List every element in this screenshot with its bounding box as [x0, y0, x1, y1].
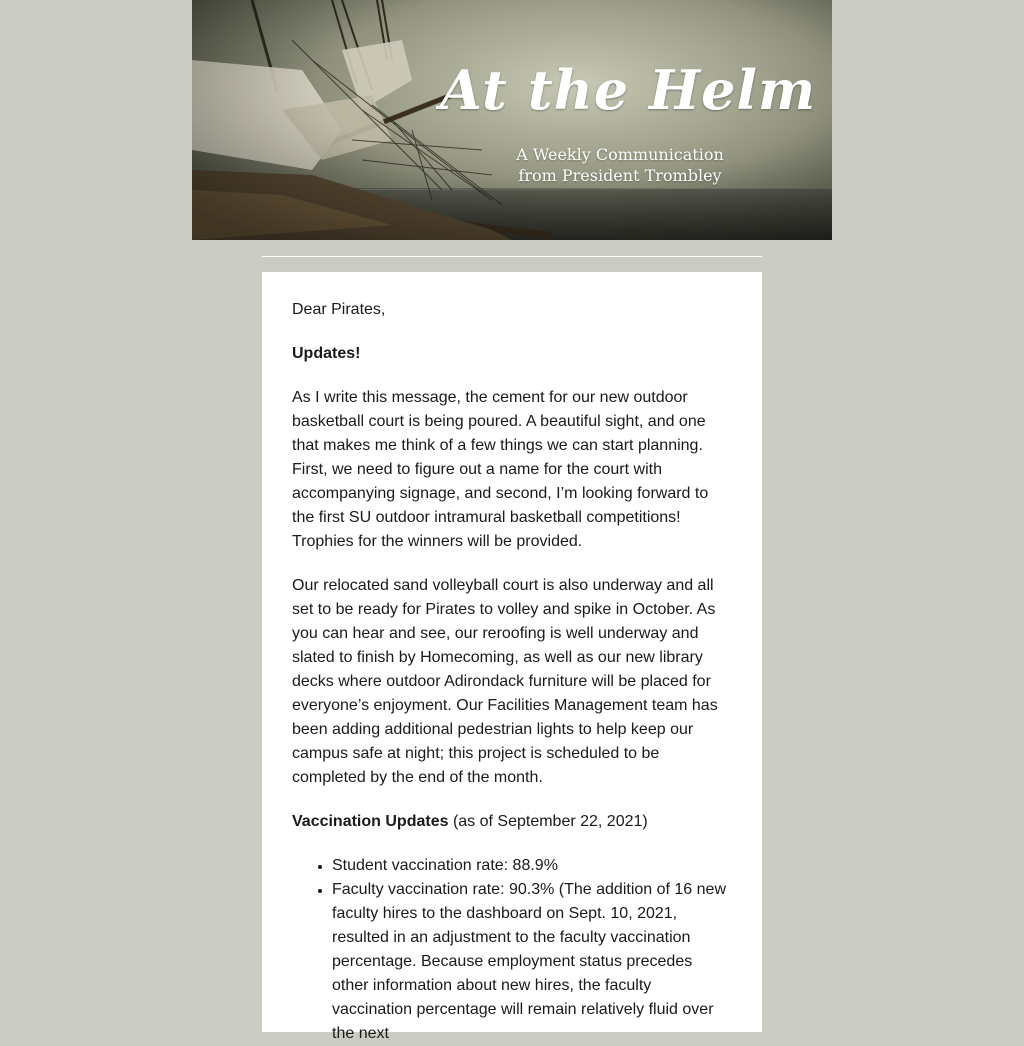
banner-title: At the Helm [440, 58, 817, 122]
header-banner [192, 0, 832, 240]
vaccination-heading-line [292, 810, 732, 834]
banner-subtitle [470, 144, 770, 186]
vaccination-heading: Vaccination Updates [292, 813, 449, 830]
list-item-faculty-rate: • Faculty vaccination rate: 90.3% (The addition of 16 new faculty hires to the dashboard on Sept. 10, 2021, resulted in an adjustment to the faculty vaccination percentage. Because employment status precedes other information about new hires, the faculty vaccination percentage will remain relatively fluid over the next [332, 878, 732, 1046]
greeting: Dear Pirates, [292, 301, 386, 318]
letter-card [262, 272, 762, 1042]
vaccination-list [292, 854, 732, 1046]
letter-body [292, 298, 732, 1046]
paragraph-facilities: Our relocated sand volleyball court is also underway and all set to be ready for Pirates to volley and spike in October. As you can hear and see, our reroofing is well underway and slated to finish by Homecoming, as well as our new library decks where outdoor Adirondack furniture will be placed for everyone’s enjoyment. Our Facilities Management team has been adding additional pedestrian lights to help keep our campus safe at night; this project is scheduled to be completed by the end of the month. [292, 577, 718, 786]
banner-subtitle-line1: A Weekly Communication [516, 145, 724, 164]
vaccination-date: (as of September 22, 2021) [448, 813, 648, 830]
header-divider [262, 256, 762, 257]
banner-subtitle-line2: from President Trombley [518, 166, 722, 185]
updates-heading: Updates! [292, 345, 361, 362]
list-item-student-rate: • Student vaccination rate: 88.9% [332, 854, 732, 878]
paragraph-basketball-court: As I write this message, the cement for our new outdoor basketball court is being poured. A beautiful sight, and one that makes me think of a few things we can start planning. First, we need to figure out a name for the court with accompanying signage, and second, I’m looking forward to the first SU outdoor intramural basketball competitions! Trophies for the winners will be provided. [292, 389, 709, 550]
